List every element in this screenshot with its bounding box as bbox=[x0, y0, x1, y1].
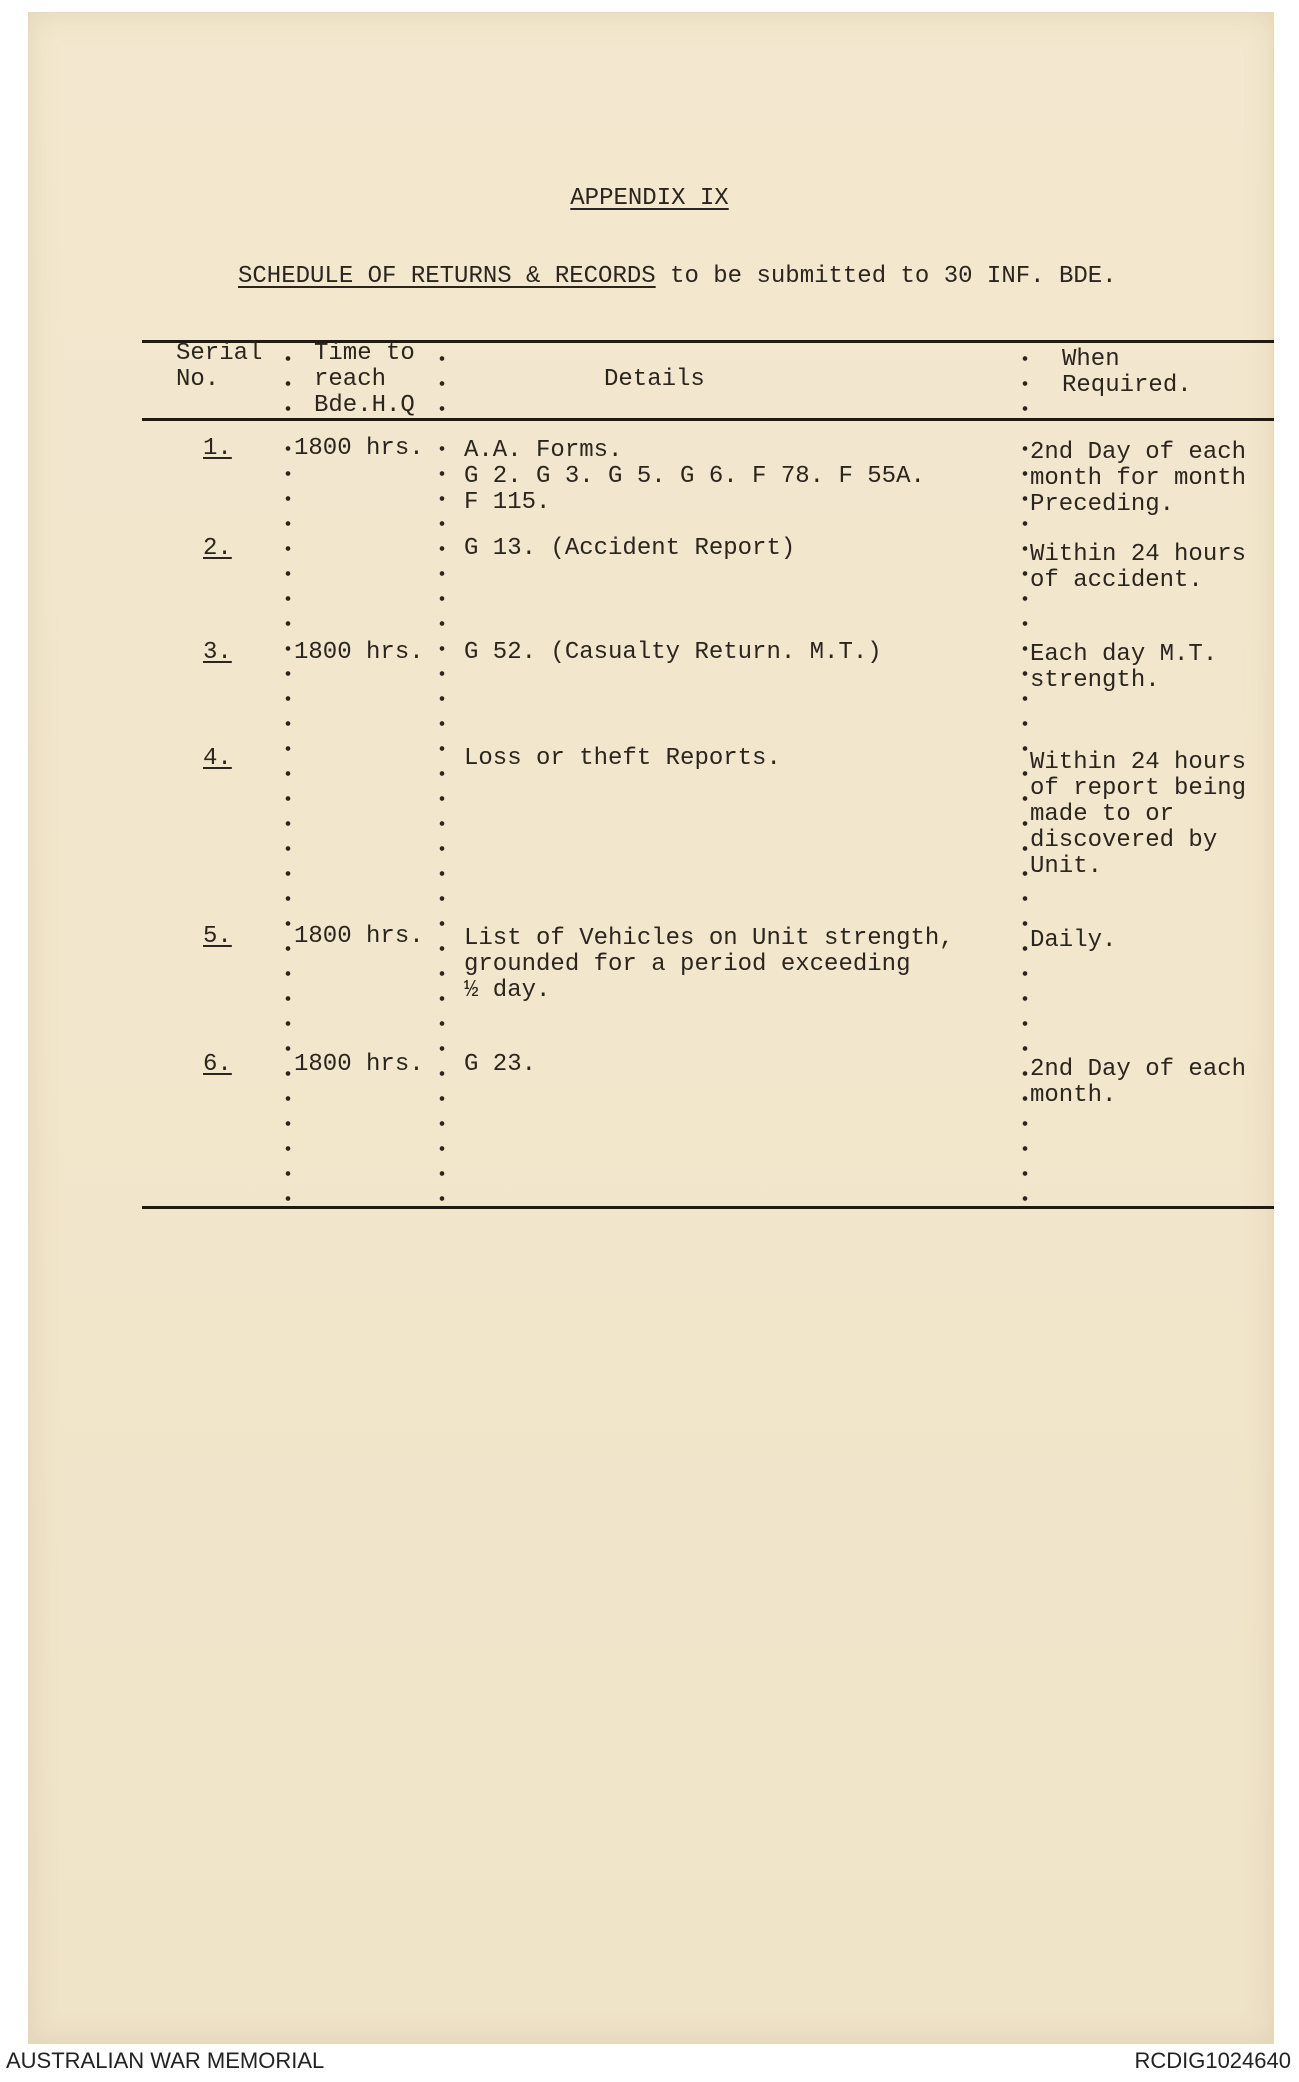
row-3-when: Each day M.T. strength. bbox=[1030, 641, 1218, 694]
row-4-when: Within 24 hours of report being made to or discovered by Unit. bbox=[1030, 749, 1247, 880]
header-when: When Required. bbox=[1062, 346, 1192, 399]
footer-record-id: RCDIG1024640 bbox=[1134, 2048, 1291, 2073]
row-6-serial: 6. bbox=[203, 1051, 232, 1078]
subtitle-underlined: SCHEDULE OF RETURNS & RECORDS bbox=[238, 263, 656, 290]
column-divider-2 bbox=[437, 436, 447, 1206]
schedule-subtitle bbox=[238, 264, 1117, 290]
row-6-when: 2nd Day of each month. bbox=[1030, 1056, 1247, 1109]
row-3-serial: 3. bbox=[203, 639, 232, 666]
row-6-time: 1800 hrs. bbox=[294, 1051, 424, 1078]
row-4-serial: 4. bbox=[203, 745, 232, 772]
row-5-serial: 5. bbox=[203, 923, 232, 950]
row-5-time: 1800 hrs. bbox=[294, 923, 424, 950]
header-divider-3 bbox=[1020, 346, 1030, 416]
header-details: Details bbox=[604, 366, 705, 393]
row-5-details: List of Vehicles on Unit strength, grounded for a period exceeding ½ day. bbox=[464, 925, 954, 1004]
appendix-title: APPENDIX IX bbox=[570, 185, 729, 212]
column-divider-1 bbox=[283, 436, 293, 1206]
header-bottom-rule bbox=[142, 418, 1274, 421]
row-4-details: Loss or theft Reports. bbox=[464, 745, 781, 772]
subtitle-rest: to be submitted to 30 INF. BDE. bbox=[655, 263, 1117, 290]
row-2-when: Within 24 hours of accident. bbox=[1030, 541, 1247, 594]
row-2-details: G 13. (Accident Report) bbox=[464, 535, 796, 562]
row-1-when: 2nd Day of each month for month Preceding. bbox=[1030, 439, 1247, 518]
document-page bbox=[28, 12, 1274, 2044]
row-1-time: 1800 hrs. bbox=[294, 435, 424, 462]
row-6-details: G 23. bbox=[464, 1051, 537, 1078]
row-3-time: 1800 hrs. bbox=[294, 639, 424, 666]
header-time: Time to reach Bde.H.Q bbox=[314, 340, 415, 419]
column-divider-3 bbox=[1020, 436, 1030, 1206]
table-bottom-rule bbox=[142, 1206, 1274, 1209]
header-divider-1 bbox=[283, 346, 293, 416]
table-top-rule bbox=[142, 340, 1274, 343]
row-5-when: Daily. bbox=[1030, 927, 1117, 954]
header-serial: Serial No. bbox=[176, 340, 263, 393]
row-1-details: A.A. Forms. G 2. G 3. G 5. G 6. F 78. F 55A. F 115. bbox=[464, 437, 925, 516]
row-2-serial: 2. bbox=[203, 535, 232, 562]
row-1-serial: 1. bbox=[203, 435, 232, 462]
footer-archive-name: AUSTRALIAN WAR MEMORIAL bbox=[6, 2048, 325, 2073]
row-3-details: G 52. (Casualty Return. M.T.) bbox=[464, 639, 882, 666]
header-divider-2 bbox=[437, 346, 447, 416]
